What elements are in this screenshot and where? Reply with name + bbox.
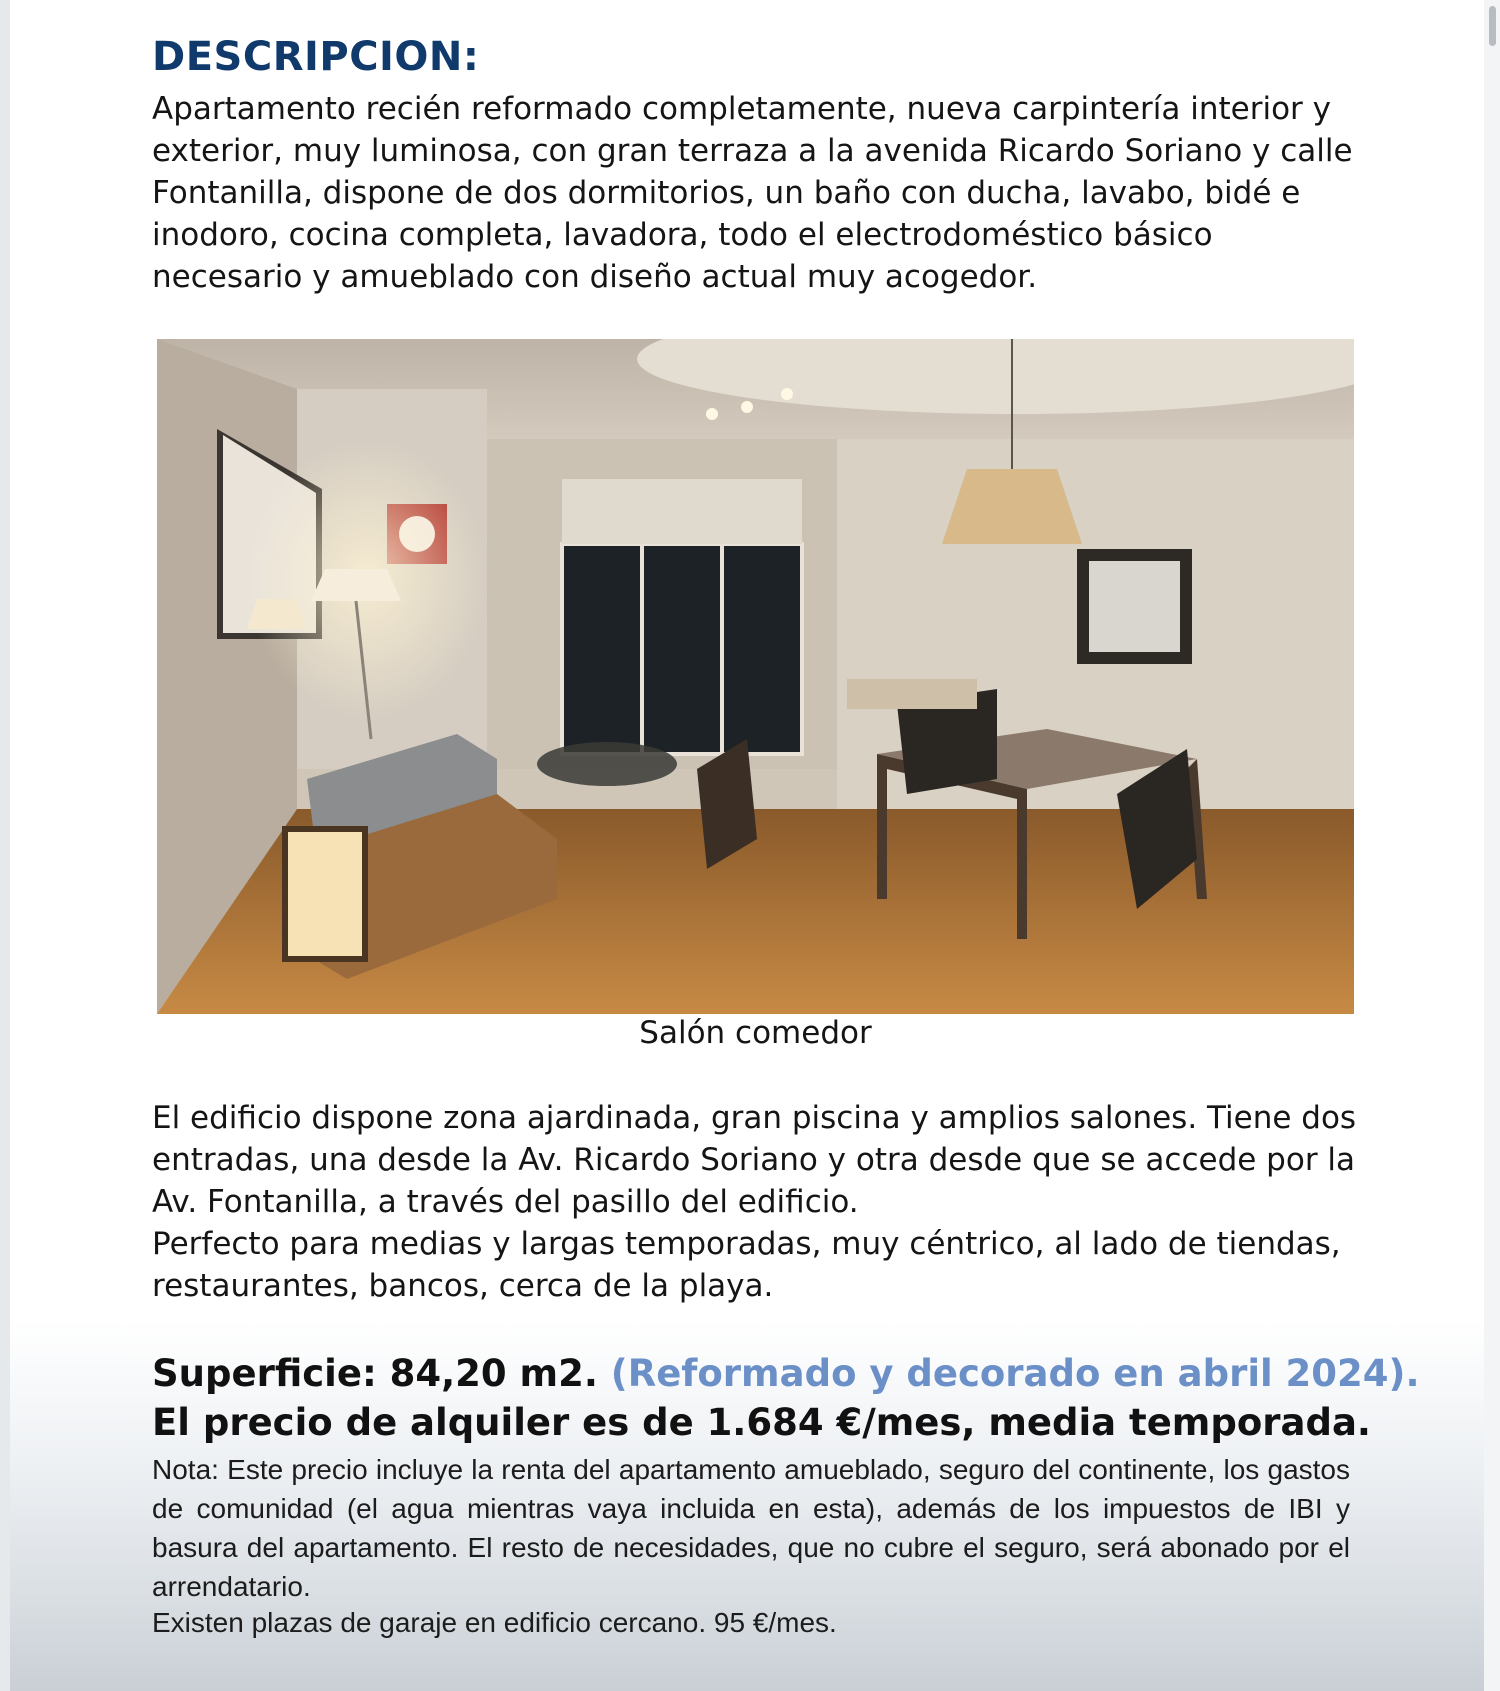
price-note-text: Nota: Este precio incluye la renta del apartamento amueblado, seguro del continente, los gastos de comunidad (el agua mientras vaya incluida en esta), además de los impuestos de IBI y basura del apartamento. El resto de necesidades, que no cubre el seguro, será abonado por el arrendatario.	[152, 1454, 1350, 1602]
location-paragraph: Perfecto para medias y largas temporadas, muy céntrico, al lado de tiendas, restaurantes, bancos, cerca de la playa.	[152, 1226, 1341, 1304]
garage-note: Existen plazas de garaje en edificio cercano. 95 €/mes.	[152, 1607, 837, 1638]
living-room-photo	[157, 339, 1354, 1014]
page-left-edge	[0, 0, 10, 1691]
surface-value: Superficie: 84,20 m2.	[152, 1352, 598, 1395]
description-heading: DESCRIPCION:	[152, 34, 480, 80]
scrollbar[interactable]	[1484, 0, 1500, 1691]
surface-line	[152, 1352, 1420, 1395]
scrollbar-thumb[interactable]	[1489, 6, 1496, 46]
renovation-note: (Reformado y decorado en abril 2024).	[610, 1352, 1420, 1395]
price-note	[152, 1450, 1350, 1606]
description-text: Apartamento recién reformado completamente, nueva carpintería interior y exterior, muy luminosa, con gran terraza a la avenida Ricardo Soriano y calle Fontanilla, dispone de dos dormitorios, un baño con ducha, lavabo, bidé e inodoro, cocina completa, lavadora, todo el electrodoméstico básico necesario y amueblado con diseño actual muy acogedor.	[152, 91, 1353, 295]
building-description	[152, 1097, 1362, 1307]
photo-caption: Salón comedor	[639, 1015, 872, 1051]
rental-price: El precio de alquiler es de 1.684 €/mes, media temporada.	[152, 1401, 1371, 1444]
building-paragraph: El edificio dispone zona ajardinada, gran piscina y amplios salones. Tiene dos entradas, una desde la Av. Ricardo Soriano y otra desde que se accede por la Av. Fontanilla, a través del pasillo del edificio.	[152, 1100, 1357, 1220]
